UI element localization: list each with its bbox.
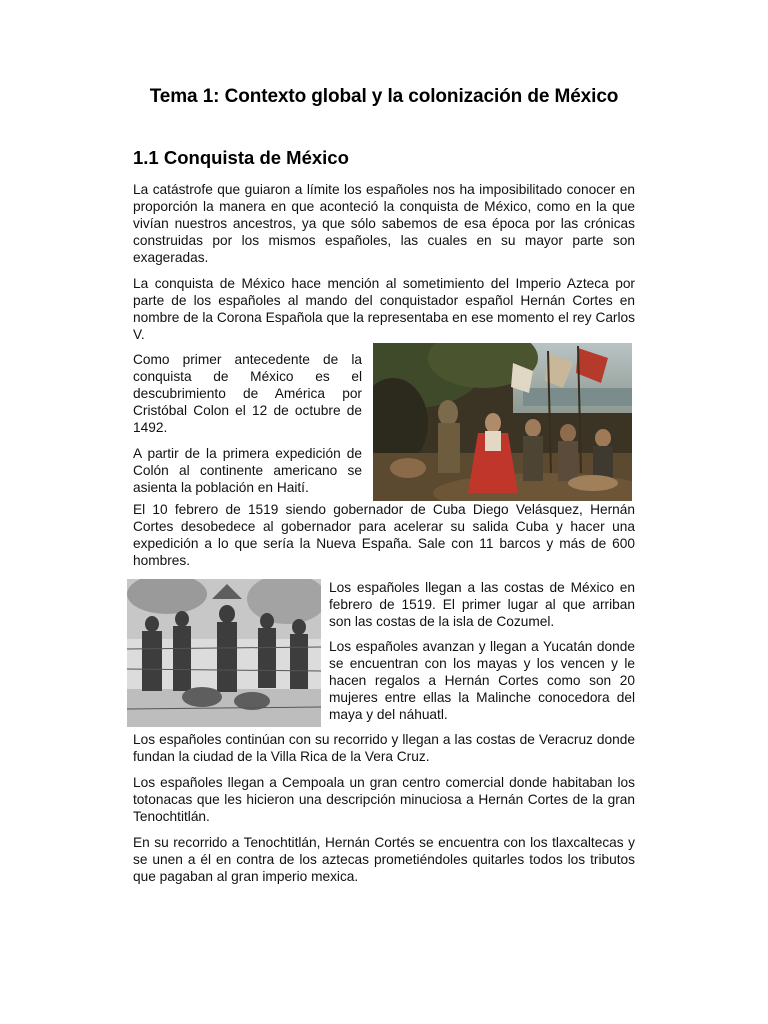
paragraph-conquest: La conquista de México hace mención al sometimiento del Imperio Azteca por parte de los españoles al mando del conquistador español Hernán Cortes en nombre de la Corona Española que la representaba en ese momento el rey Carlos V. <box>133 276 635 342</box>
paragraph-cozumel: Los españoles llegan a las costas de México en febrero de 1519. El primer lugar al que arriban son las costas de la isla de Cozumel. <box>329 580 635 629</box>
paragraph-yucatan: Los españoles avanzan y llegan a Yucatán donde se encuentran con los mayas y los vencen y le hacen regalos a Hernán Cortes como son 20 mujeres entre ellas la Malinche conocedora del maya y del náhuatl. <box>329 639 635 722</box>
section-heading: 1.1 Conquista de México <box>133 147 349 168</box>
paragraph-veracruz: Los españoles continúan con su recorrido y llegan a las costas de Veracruz donde fundan la ciudad de la Villa Rica de la Vera Cruz. <box>133 732 635 764</box>
paragraph-antecedent: Como primer antecedente de la conquista de México es el descubrimiento de América por Cristóbal Colon el 12 de octubre de 1492. <box>133 352 362 435</box>
columbus-landing-painting <box>373 343 632 501</box>
cortes-meeting-engraving <box>127 579 321 727</box>
paragraph-cempoala: Los españoles llegan a Cempoala un gran centro comercial donde habitaban los totonacas que les hicieron una descripción minuciosa a Hernán Cortes de la gran Tenochtitlán. <box>133 775 635 824</box>
paragraph-velasquez: El 10 febrero de 1519 siendo gobernador de Cuba Diego Velásquez, Hernán Cortes desobedece al gobernador para acelerar su salida Cuba y hacer una expedición a lo que sería la Nueva España. Sale con 11 barcos y más de 600 hombres. <box>133 502 635 568</box>
paragraph-intro: La catástrofe que guiaron a límite los españoles nos ha imposibilitado conocer en proporción la manera en que aconteció la conquista de México, como en la que vivían nuestros ancestros, ya que sólo sabemos de esa época por las crónicas construidas por los mismos españoles, las cuales en su mayor parte son exageradas. <box>133 182 635 265</box>
document-title: Tema 1: Contexto global y la colonización de México <box>149 86 619 107</box>
paragraph-tlaxcaltecas: En su recorrido a Tenochtitlán, Hernán Cortés se encuentra con los tlaxcaltecas y se unen a él en contra de los aztecas prometiéndoles quitarles todos los tributos que pagaban al gran imperio mexica. <box>133 835 635 884</box>
paragraph-haiti: A partir de la primera expedición de Colón al continente americano se asienta la población en Haití. <box>133 446 362 495</box>
